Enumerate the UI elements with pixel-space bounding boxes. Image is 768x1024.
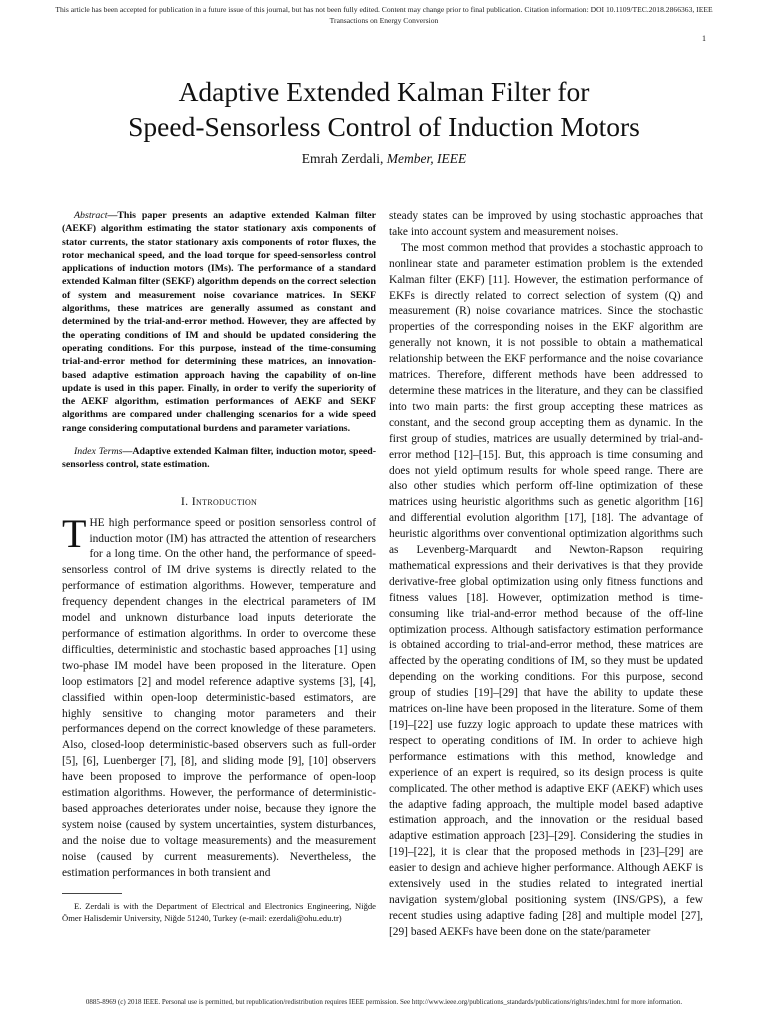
paper-title-line1: Adaptive Extended Kalman Filter for bbox=[178, 76, 590, 107]
footnote-divider bbox=[62, 893, 122, 894]
paper-title bbox=[40, 74, 728, 144]
publication-notice-line1: This article has been accepted for publication in a future issue of this journal, but has not been fully edited. Content may change prior to final publication. Citation information: DOI 10.1109/TEC.2018.2866363, IEEE bbox=[55, 5, 713, 14]
publication-notice bbox=[20, 4, 748, 26]
intro-paragraph-2: The most common method that provides a stochastic approach to nonlinear state and parameter estimation problem is the extended Kalman filter (EKF) [11]. However, the estimation performance of EKFs is directly related to correct selection of system (Q) and measurement (R) noise covariance matrices. Since the stochastic properties of the corresponding noises in the EKF algorithm are generally not known, it is not possible to obtain a mathematical relationship between the EKF performance and the noise covariance matrices. Therefore, different methods have been addressed to determine these matrices in the literature, and they can be classified into two main parts: the first group accepting these matrices as constant, and the second group accepting them as dynamic. In the first group of studies, matrices are usually determined by trial-and-error method [12]–[15]. But, this approach is time consuming and does not yield optimum results for whole speed range. There are also other studies which perform off-line optimization of these matrices using heuristic algorithms such as genetic algorithm [16] and differential evolution algorithm [17], [18]. The advantage of heuristic algorithms over conventional optimization algorithms such as Levenberg-Marquardt and Newton-Rapson requiring mathematical expressions and their derivatives is that they provide derivative-free global optimization using only fitness functions and fitness values [18]. However, optimization method is time-consuming like trial-and-error method because of the off-line optimization process. Although satisfactory estimation performance is obtained according to trial-and-error method, these matrices are affected by the operating conditions of IM, so they must be updated depending on the working conditions. For this purpose, second group of studies [19]–[29] that have the ability to update these matrices on-line have been proposed in the literature. Some of them [19]–[22] use fuzzy logic approach to update these matrices with respect to operating conditions of IM. In order to achieve high performance estimations with this method, knowledge and experience of an expert is required, so its design process is quite complicated. The other method is adaptive EKF (AEKF) which uses the adaptive fading approach, the multiple model based adaptive estimation approach, and the innovation or the residual based adaptive estimation approach [23]–[29]. Considering the studies in [19]–[22], it is clear that the proposed methods in [23]–[29] are easier to design and achieve higher performance. Although AEKF is extensively used in the studies related to integrated inertial navigation system/global positioning system (INS/GPS), a few recent studies using adaptive fading [28] and multiple model [27], [29] based AEKFs have been done on the state/parameter bbox=[389, 241, 703, 938]
copyright-footer: 0885-8969 (c) 2018 IEEE. Personal use is permitted, but republication/redistribution requires IEEE permission. See http://www.ieee.org/publications_standards/publications/rights/index.html for more information. bbox=[85, 998, 683, 1006]
left-column bbox=[62, 209, 376, 924]
author-role: Member, IEEE bbox=[386, 151, 467, 166]
abstract bbox=[62, 209, 376, 435]
author-name: Emrah Zerdali, bbox=[301, 151, 384, 166]
index-terms bbox=[62, 445, 376, 472]
intro-paragraph-1 bbox=[62, 510, 376, 882]
author-affiliation-footnote: E. Zerdali is with the Department of Electrical and Electronics Engineering, Niğde Ömer Halisdemir University, Niğde 51240, Turkey (e-mail: ezerdali@ohu.edu.tr) bbox=[62, 901, 376, 924]
intro-paragraph-1-continued: steady states can be improved by using stochastic approaches that take into account system and measurement noises. bbox=[389, 210, 703, 238]
index-terms-text: —Adaptive extended Kalman filter, induction motor, speed-sensorless control, state estimation. bbox=[62, 446, 376, 471]
author-line bbox=[40, 150, 728, 168]
abstract-lead: Abstract bbox=[74, 210, 108, 221]
drop-cap: T bbox=[62, 510, 87, 556]
page-number: 1 bbox=[702, 34, 706, 43]
publication-notice-line2: Transactions on Energy Conversion bbox=[329, 16, 439, 25]
paper-title-line2: Speed-Sensorless Control of Induction Motors bbox=[128, 111, 640, 142]
right-column bbox=[389, 209, 703, 941]
abstract-text: —This paper presents an adaptive extended Kalman filter (AEKF) algorithm estimating the stator stationary axis components of stator currents, the stator stationary axis components of rotor fluxes, the rotor mechanical speed, and the load torque for speed-sensorless control applications of induction motors (IMs). The performance of a standard extended Kalman filter (SEKF) algorithm depends on the correct selection of system and measurement noise covariance matrices. In SEKF algorithms, these matrices are generally assumed as constant and determined by the trial-and-error method. However, they are affected by the operating conditions of IM and should be updated considering the operating conditions. For this purpose, instead of the time-consuming trial-and-error method for determining these matrices, an innovation-based adaptive estimation approach having the capability of on-line update is used in this paper. Finally, in order to verify the superiority of the AEKF algorithm, estimation performances of AEKF and SEKF algorithms are compared under challenging scenarios for a wide speed range considering computational burdens and parameter variations. bbox=[62, 210, 376, 434]
intro-paragraph-1-text: HE high performance speed or position sensorless control of induction motor (IM) has attracted the attention of researchers for a long time. On the other hand, the performance of speed-sensorless control of IM drive systems is directly related to the performance of estimation algorithms. However, temperature and frequency dependent changes in the electrical parameters of IM model and unknown disturbance load inputs deteriorate the performance of estimation algorithms. In order to overcome these difficulties, deterministic and stochastic based approaches [1] using two-phase IM model have been proposed in the literature. Open loop estimators [2] and model reference adaptive systems [3], [4], classified within open-loop deterministic-based estimators, are highly sensitive to changing motor parameters and their performances depend on the correct knowledge of these parameters. Also, closed-loop deterministic-based observers such as full-order [5], [6], Luenberger [7], [8], and sliding mode [9], [10] observers have been proposed to improve the performance of open-loop estimation algorithms. However, the performance of deterministic-based approaches deteriorates under noise, because they ignore the system noise (caused by system uncertainties, system disturbances, and the noise due to voltage measurements) and the measurement noise (caused by current measurements). Nevertheless, the estimation performances in both transient and bbox=[62, 516, 376, 879]
index-terms-lead: Index Terms bbox=[74, 446, 123, 458]
section-heading-introduction: I. Introduction bbox=[180, 493, 258, 508]
